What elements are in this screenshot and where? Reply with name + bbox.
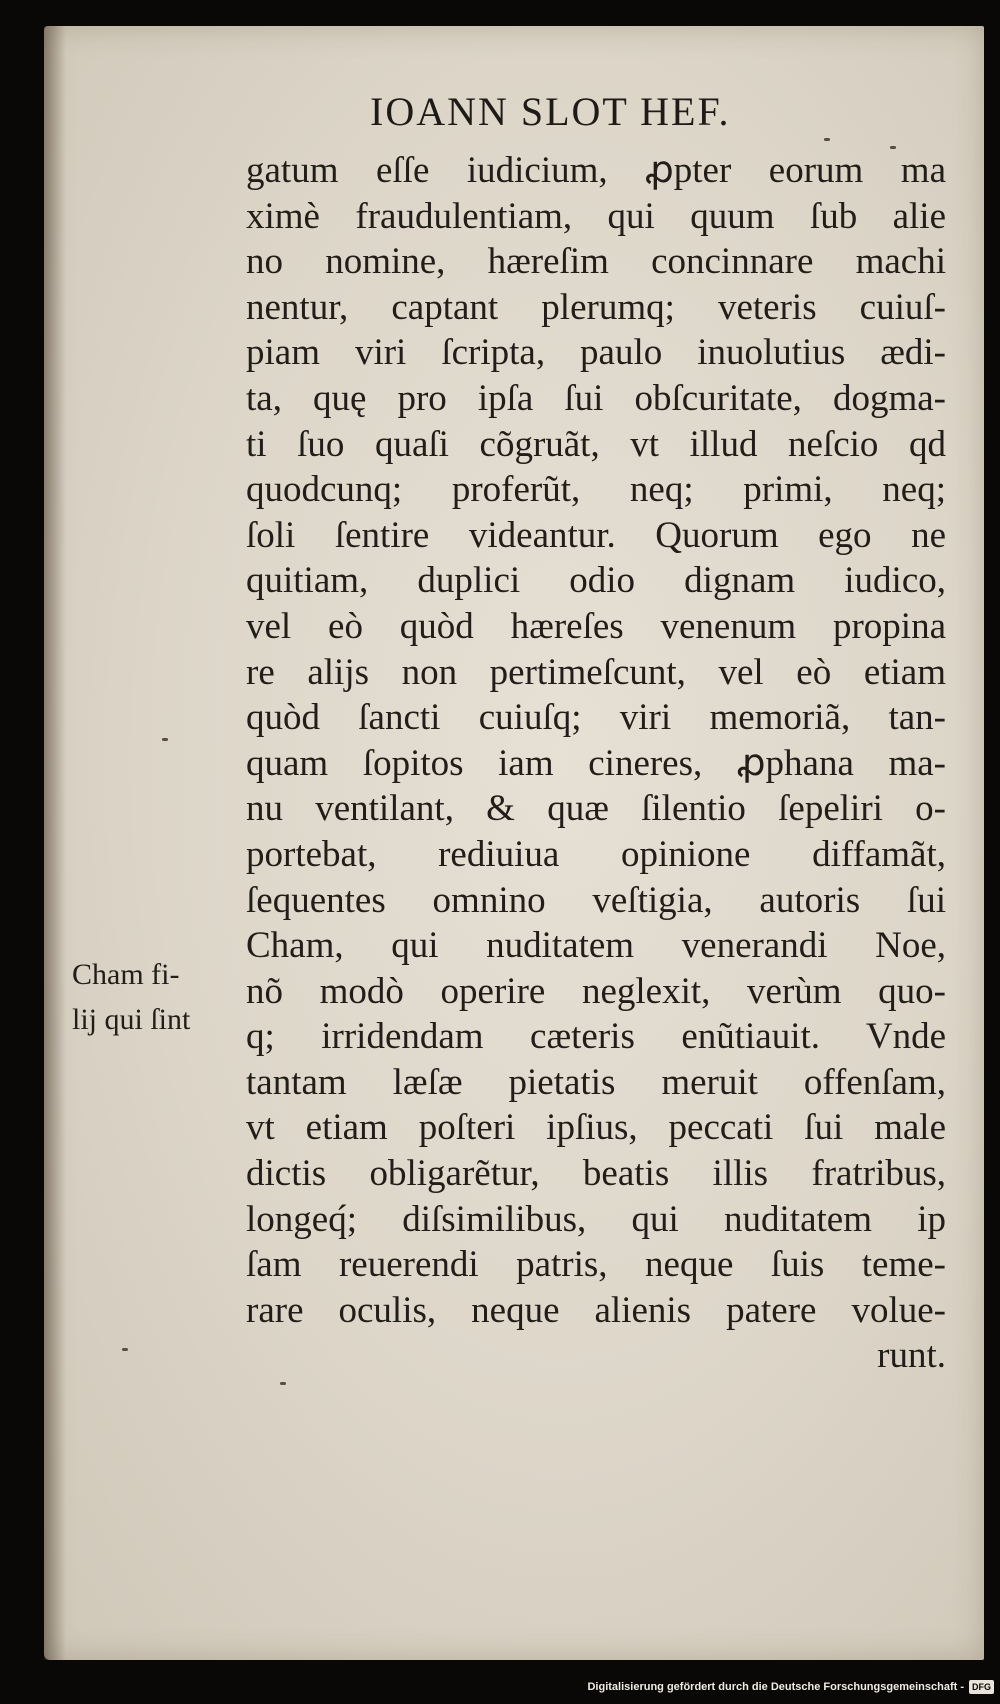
body-text [246,148,946,1379]
margin-note [72,952,242,1042]
text-line: gatum eſſe iudicium, ꝓpter eorum ma [246,150,946,191]
text-line: vt etiam poſteri ipſius, peccati ſui male [246,1107,946,1149]
text-line: quam ſopitos iam cineres, ꝓphana ma- [246,742,946,784]
text-line: ſequentes omnino veſtigia, autoris ſui [246,879,946,921]
dfg-logo: DFG [969,1680,994,1694]
funding-credit: Digitalisierung gefördert durch die Deutsche Forschungsgemeinschaft - [587,1681,964,1693]
text-line: rare oculis, neque alienis patere volue- [246,1289,946,1331]
text-line: nentur, captant plerumq; veteris cuiuſ- [246,286,946,328]
ink-speck [162,738,168,741]
text-line: quòd ſancti cuiuſq; viri memoriã, tan- [246,697,946,739]
text-line: ſoli ſentire videantur. Quorum ego ne [246,514,946,556]
text-line: quodcunq; proferũt, neq; primi, neq; [246,469,946,511]
text-line: runt. [877,1335,946,1377]
margin-note-line: Cham fi- [72,958,180,991]
text-line: re alijs non pertimeſcunt, vel eò etiam [246,651,946,693]
text-line: ximè fraudulentiam, qui quum ſub alie [246,195,946,237]
text-line: tantam læſæ pietatis meruit offenſam, [246,1061,946,1103]
margin-note-line: lij qui ſint [72,1003,191,1036]
ink-speck [280,1382,286,1385]
text-line: no nomine, hæreſim concinnare machi [246,241,946,283]
text-line: ta, quę pro ipſa ſui obſcuritate, dogma- [246,377,946,419]
text-line: ſam reuerendi patris, neque ſuis teme- [246,1244,946,1286]
text-line: nu ventilant, & quæ ſilentio ſepeliri o- [246,788,946,830]
text-line: dictis obligarẽtur, beatis illis fratribus, [246,1153,946,1195]
text-line: vel eò quòd hæreſes venenum propina [246,605,946,647]
binding-shadow [44,26,66,1660]
text-line: quitiam, duplici odio dignam iudico, [246,560,946,602]
ink-speck [824,138,830,141]
running-head: IOANN SLOT HEF. [370,89,731,134]
text-line: longeq́; diſsimilibus, qui nuditatem ip [246,1198,946,1240]
ink-speck [122,1348,128,1351]
text-line: ti ſuo quaſi cõgruãt, vt illud neſcio qd [246,423,946,465]
text-line: piam viri ſcripta, paulo inuolutius ædi- [246,332,946,374]
text-line: Cham, qui nuditatem venerandi Noe, [246,925,946,967]
text-line: portebat, rediuiua opinione diffamãt, [246,833,946,875]
text-line: q; irridendam cæteris enũtiauit. Vnde [246,1016,946,1058]
text-line: nõ modò operire neglexit, verùm quo- [246,970,946,1012]
digitization-footer [587,1672,994,1702]
